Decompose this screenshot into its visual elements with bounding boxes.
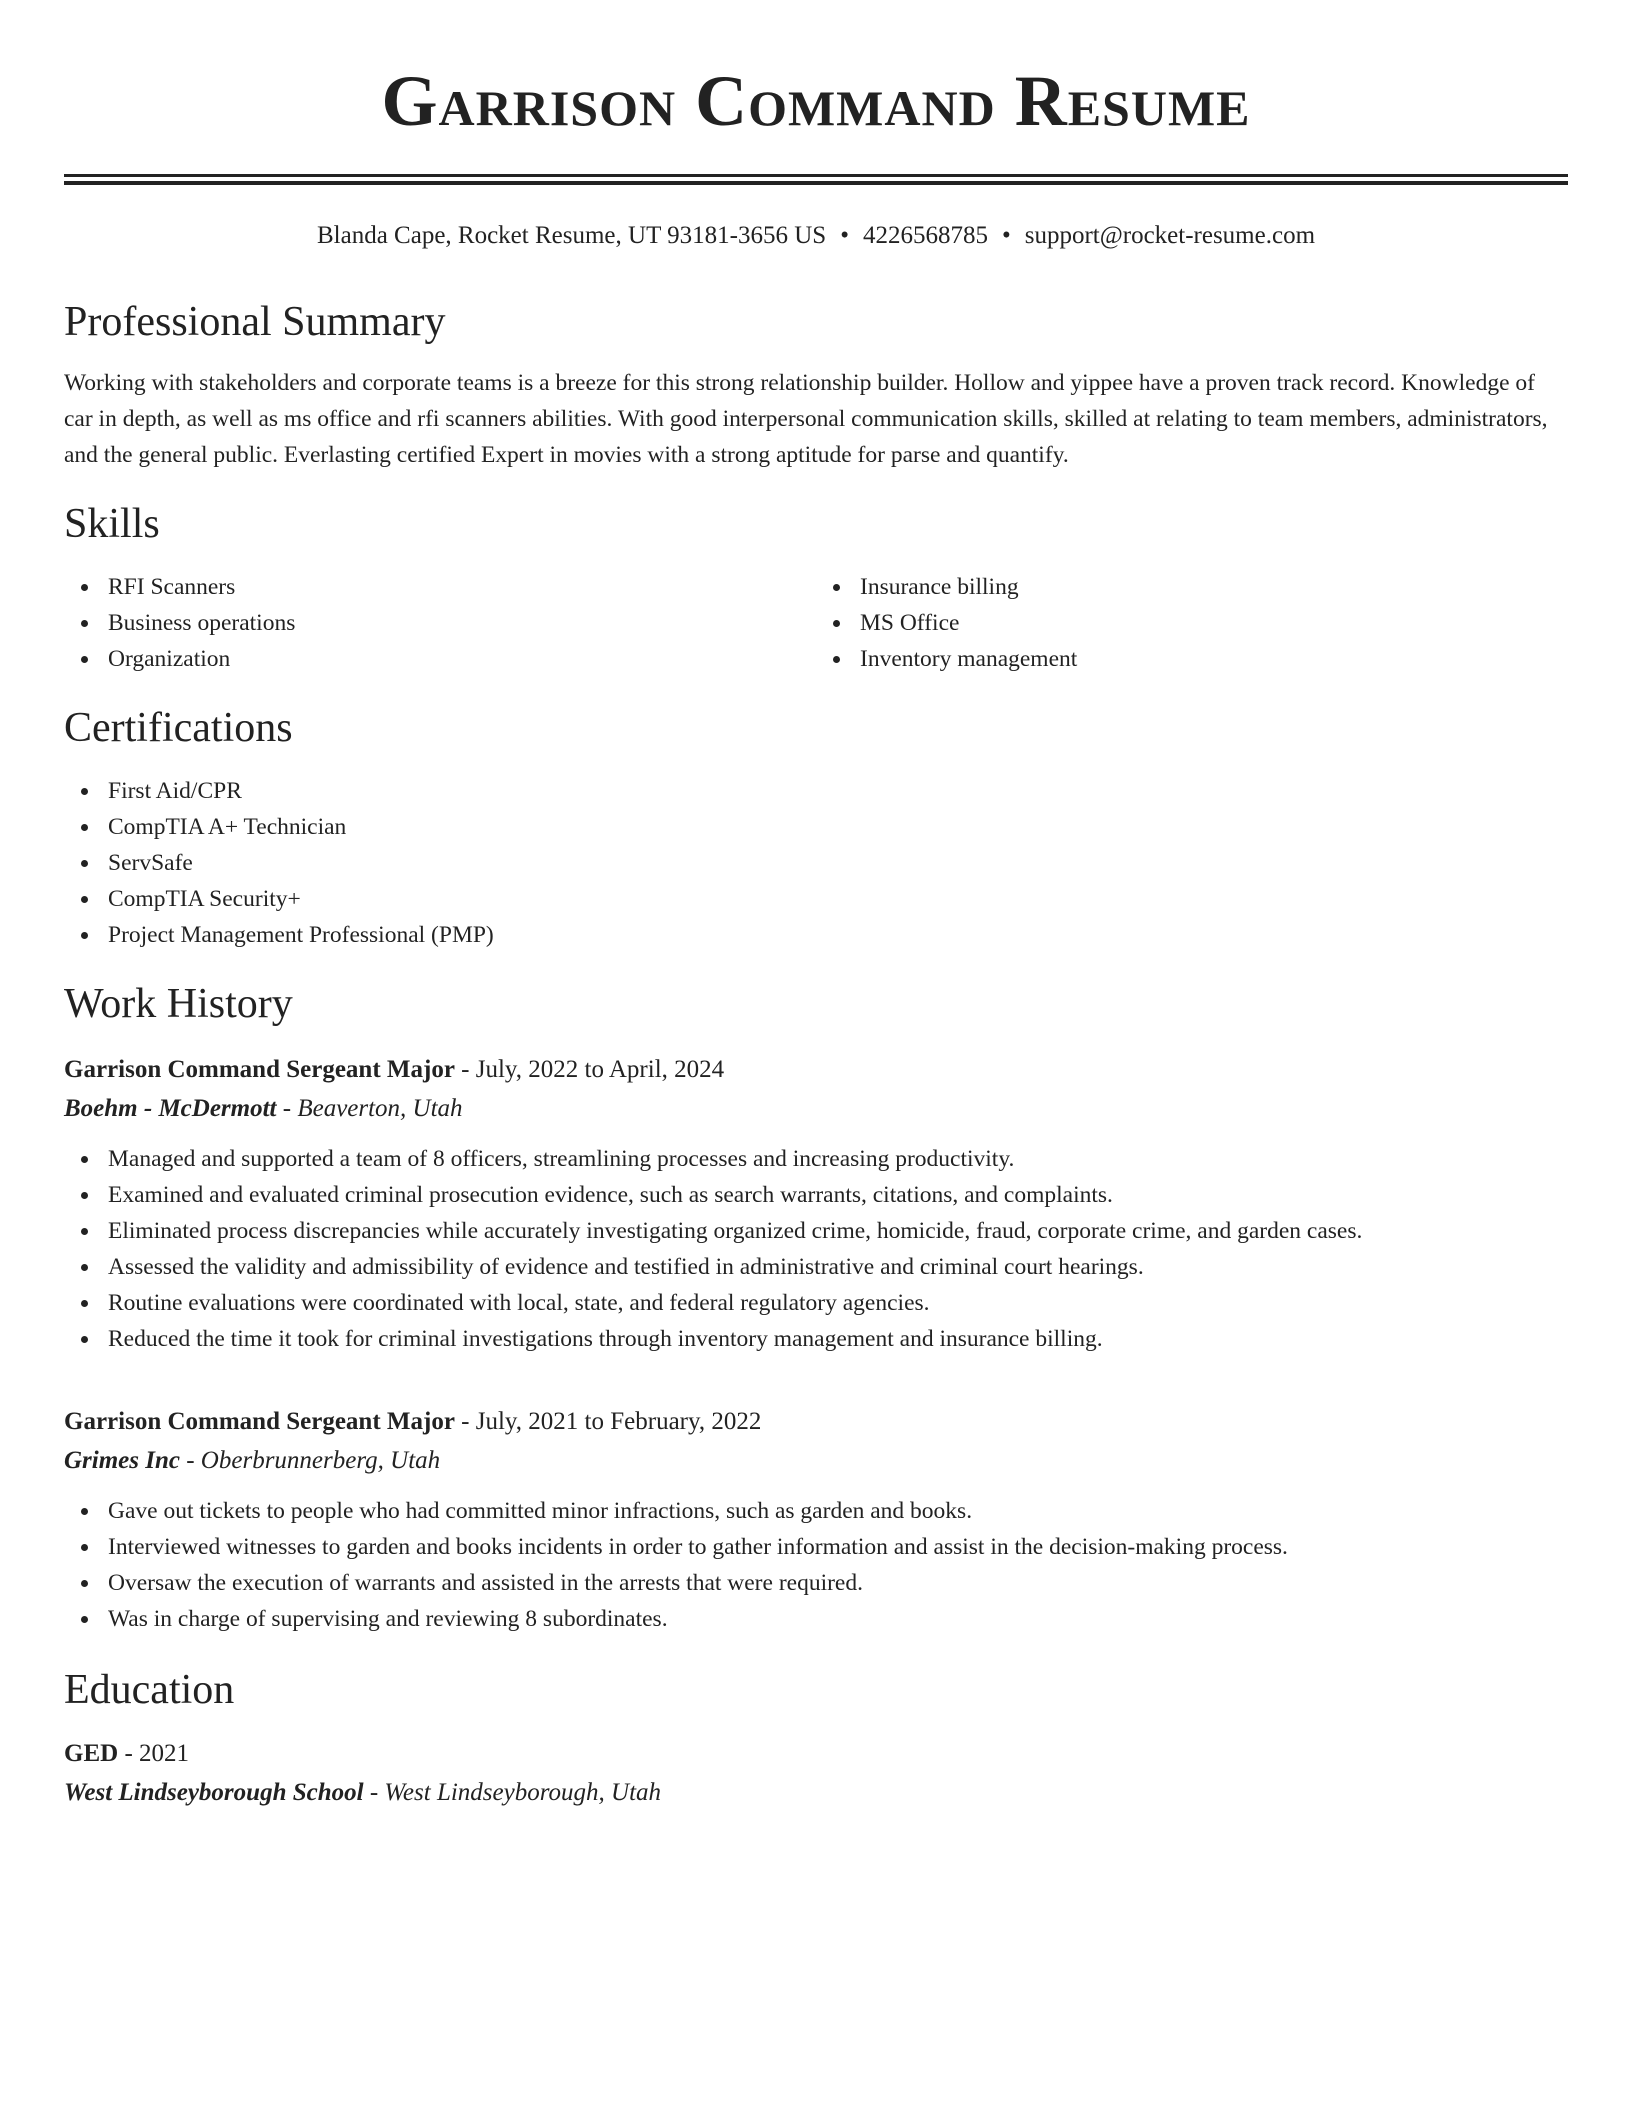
education-year: - 2021 [118,1740,190,1767]
skill-item: Insurance billing [860,569,1568,605]
education-section [64,1665,1568,1813]
job-bullets [64,1141,1568,1357]
contact-email[interactable]: support@rocket-resume.com [1024,222,1316,249]
certification-item: CompTIA A+ Technician [108,809,1568,845]
summary-heading: Professional Summary [64,299,446,345]
job-company: Boehm - McDermott [64,1095,277,1122]
job-location: - Beaverton, Utah [276,1095,463,1122]
skill-item: Business operations [108,605,816,641]
contact-address: Blanda Cape, Rocket Resume, UT 93181-3656 US [316,222,827,249]
summary-section [64,297,1568,473]
title-double-rule [64,174,1568,185]
job-entry [64,1051,1568,1357]
skills-list-right [816,569,1568,677]
job-bullet: Oversaw the execution of warrants and assisted in the arrests that were required. [108,1565,1568,1601]
job-title: Garrison Command Sergeant Major [64,1408,455,1435]
contact-separator: • [840,222,849,249]
skills-grid [64,569,1568,677]
education-heading: Education [64,1667,235,1713]
job-entry [64,1403,1568,1637]
education-degree-line [64,1735,1568,1773]
job-title-line [64,1051,1568,1089]
job-bullet: Eliminated process discrepancies while accurately investigating organized crime, homicide, fraud, corporate crime, and garden cases. [108,1213,1568,1249]
job-dates: - July, 2021 to February, 2022 [454,1408,762,1435]
job-company-line [64,1441,1568,1481]
skill-item: RFI Scanners [108,569,816,605]
job-title-line [64,1403,1568,1441]
skill-item: Inventory management [860,641,1568,677]
skill-item: Organization [108,641,816,677]
job-bullet: Managed and supported a team of 8 officers, streamlining processes and increasing productivity. [108,1141,1568,1177]
job-bullet: Examined and evaluated criminal prosecution evidence, such as search warrants, citations, and complaints. [108,1177,1568,1213]
certifications-heading: Certifications [64,705,293,751]
certification-item: Project Management Professional (PMP) [108,917,1568,953]
contact-separator: • [1001,222,1011,249]
job-bullet: Reduced the time it took for criminal investigations through inventory management and insurance billing. [108,1321,1568,1357]
skills-section [64,499,1568,677]
job-bullet: Routine evaluations were coordinated with local, state, and federal regulatory agencies. [108,1285,1568,1321]
job-title: Garrison Command Sergeant Major [64,1056,455,1083]
education-location: - West Lindseyborough, Utah [363,1779,662,1806]
education-school: West Lindseyborough School [64,1779,364,1806]
job-dates: - July, 2022 to April, 2024 [454,1056,725,1083]
resume-title: Garrison Command Resume [381,61,1251,141]
job-location: - Oberbrunnerberg, Utah [179,1447,441,1474]
work-history-section [64,979,1568,1637]
job-bullet: Interviewed witnesses to garden and books incidents in order to gather information and assist in the decision-making process. [108,1529,1568,1565]
education-school-line [64,1773,1568,1813]
certification-item: ServSafe [108,845,1568,881]
job-company-line [64,1089,1568,1129]
contact-line [64,219,1568,253]
job-company: Grimes Inc [64,1447,180,1474]
education-degree: GED [64,1740,119,1767]
job-bullet: Gave out tickets to people who had committed minor infractions, such as garden and books. [108,1493,1568,1529]
certifications-list [64,773,1568,953]
skills-heading: Skills [64,501,160,547]
job-bullets [64,1493,1568,1637]
work-history-heading: Work History [64,981,293,1027]
certifications-section [64,703,1568,953]
education-entry [64,1735,1568,1813]
skill-item: MS Office [860,605,1568,641]
certification-item: First Aid/CPR [108,773,1568,809]
job-bullet: Assessed the validity and admissibility of evidence and testified in administrative and criminal court hearings. [108,1249,1568,1285]
summary-text: Working with stakeholders and corporate teams is a breeze for this strong relationship builder. Hollow and yippee have a proven track record. Knowledge of car in depth, as well as ms office and rfi scanners abilities. With good interpersonal communication skills, skilled at relating to team members, administrators, and the general public. Everlasting certified Expert in movies with a strong aptitude for parse and quantify. [64,370,1548,468]
certification-item: CompTIA Security+ [108,881,1568,917]
skills-list-left [64,569,816,677]
contact-phone[interactable]: 4226568785 [862,222,988,249]
job-bullet: Was in charge of supervising and reviewing 8 subordinates. [108,1601,1568,1637]
